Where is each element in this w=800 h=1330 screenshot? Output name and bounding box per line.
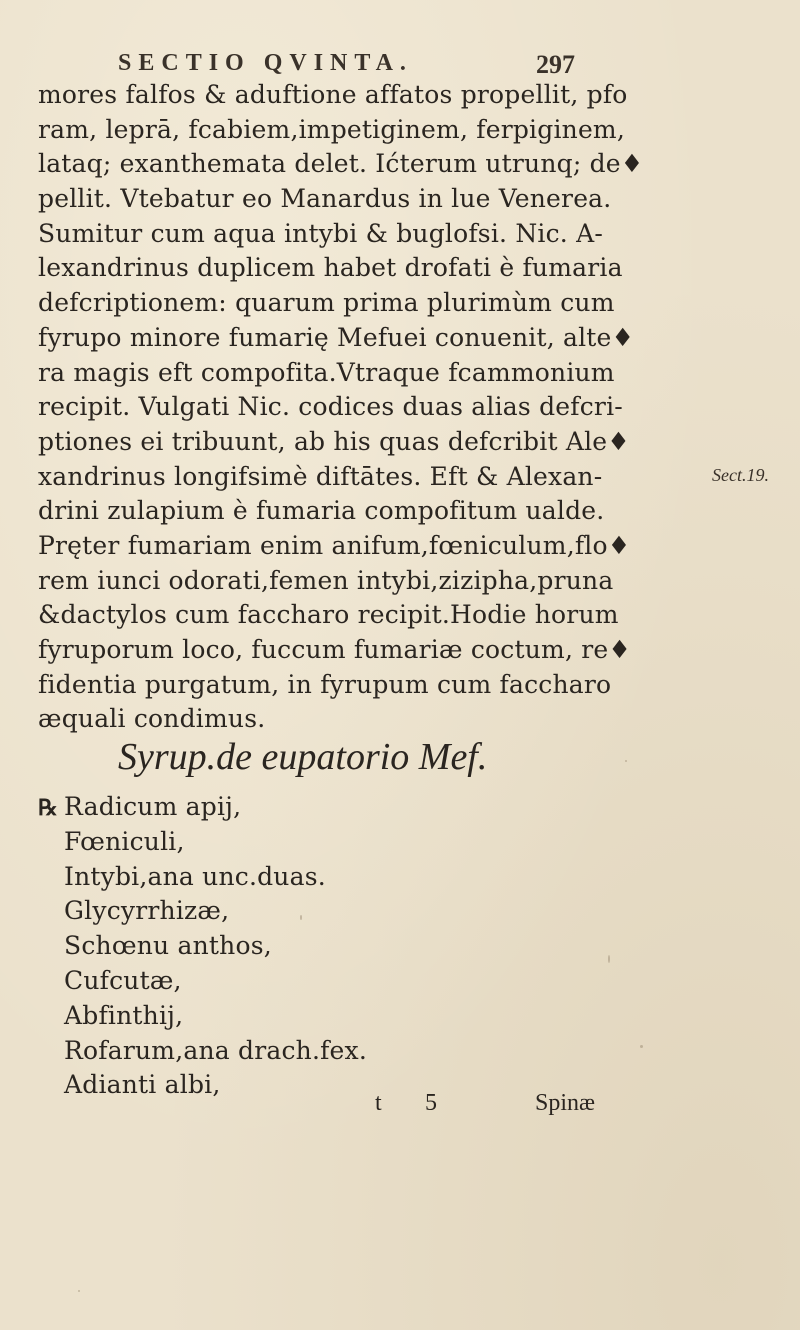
text-line: rem iunci odorati,femen intybi,zizipha,pruna <box>38 565 614 595</box>
recipe-ingredient: Schœnu anthos, <box>64 931 272 961</box>
recipe-ingredient: Abfinthij, <box>64 1000 184 1030</box>
recipe-title: Syrup.de eupatorio Mef. <box>118 736 488 778</box>
text-line: fidentia purgatum, in fyrupum cum faccharo <box>38 669 612 699</box>
margin-note: Sect.19. <box>712 465 769 485</box>
text-line: ram, leprā, fcabiem,impetiginem, ferpiginem, <box>38 114 625 144</box>
running-title: SECTIO QVINTA. <box>118 50 413 76</box>
text-line: ptiones ei tribuunt, ab his quas defcribit Ale♦ <box>38 426 630 456</box>
signature-number: 5 <box>425 1090 437 1116</box>
recipe-list <box>38 790 638 1103</box>
text-line: lataq; exanthemata delet. Ićterum utrunq; de♦ <box>38 149 644 179</box>
text-line: &dactylos cum faccharo recipit.Hodie horum <box>38 600 619 630</box>
recipe-line <box>38 790 638 825</box>
text-line: Sumitur cum aqua intybi & buglofsi. Nic. A- <box>38 218 603 248</box>
recipe-ingredient: Rofarum,ana drach.fex. <box>64 1035 367 1065</box>
recipe-ingredient: Adianti albi, <box>64 1070 221 1100</box>
text-line: xandrinus longifsimè diftātes. Eft & Alexan- <box>38 461 603 491</box>
recipe-ingredient: Intybi,ana unc.duas. <box>64 861 326 891</box>
text-line: æquali condimus. <box>38 704 266 734</box>
catchword: Spinæ <box>535 1090 596 1116</box>
signature-mark: t <box>375 1090 382 1116</box>
text-line: defcriptionem: quarum prima plurimùm cum <box>38 288 615 318</box>
text-line: fyrupo minore fumarię Mefuei conuenit, alte♦ <box>38 322 635 352</box>
body-text <box>38 78 644 737</box>
text-line: drini zulapium è fumaria compofitum ualde. <box>38 496 605 526</box>
page-number: 297 <box>536 50 575 79</box>
recipe-ingredient: Cufcutæ, <box>64 965 182 995</box>
rx-icon: ℞ <box>38 795 58 821</box>
text-line: lexandrinus duplicem habet drofati è fumaria <box>38 253 623 283</box>
text-line: Pręter fumariam enim anifum,fœniculum,flo♦ <box>38 530 631 560</box>
text-line: ra magis eft compofita.Vtraque fcammonium <box>38 357 615 387</box>
text-line: mores falfos & aduftione affatos propellit, pfo <box>38 80 628 109</box>
text-line: pellit. Vtebatur eo Manardus in lue Venerea. <box>38 184 612 214</box>
recipe-ingredient: Fœniculi, <box>64 826 185 856</box>
text-line: fyruporum loco, fuccum fumariæ coctum, re♦ <box>38 635 632 664</box>
text-line: recipit. Vulgati Nic. codices duas alias defcri- <box>38 392 623 422</box>
recipe-ingredient: Glycyrrhizæ, <box>64 896 230 926</box>
recipe-ingredient: Radicum apij, <box>64 792 242 821</box>
